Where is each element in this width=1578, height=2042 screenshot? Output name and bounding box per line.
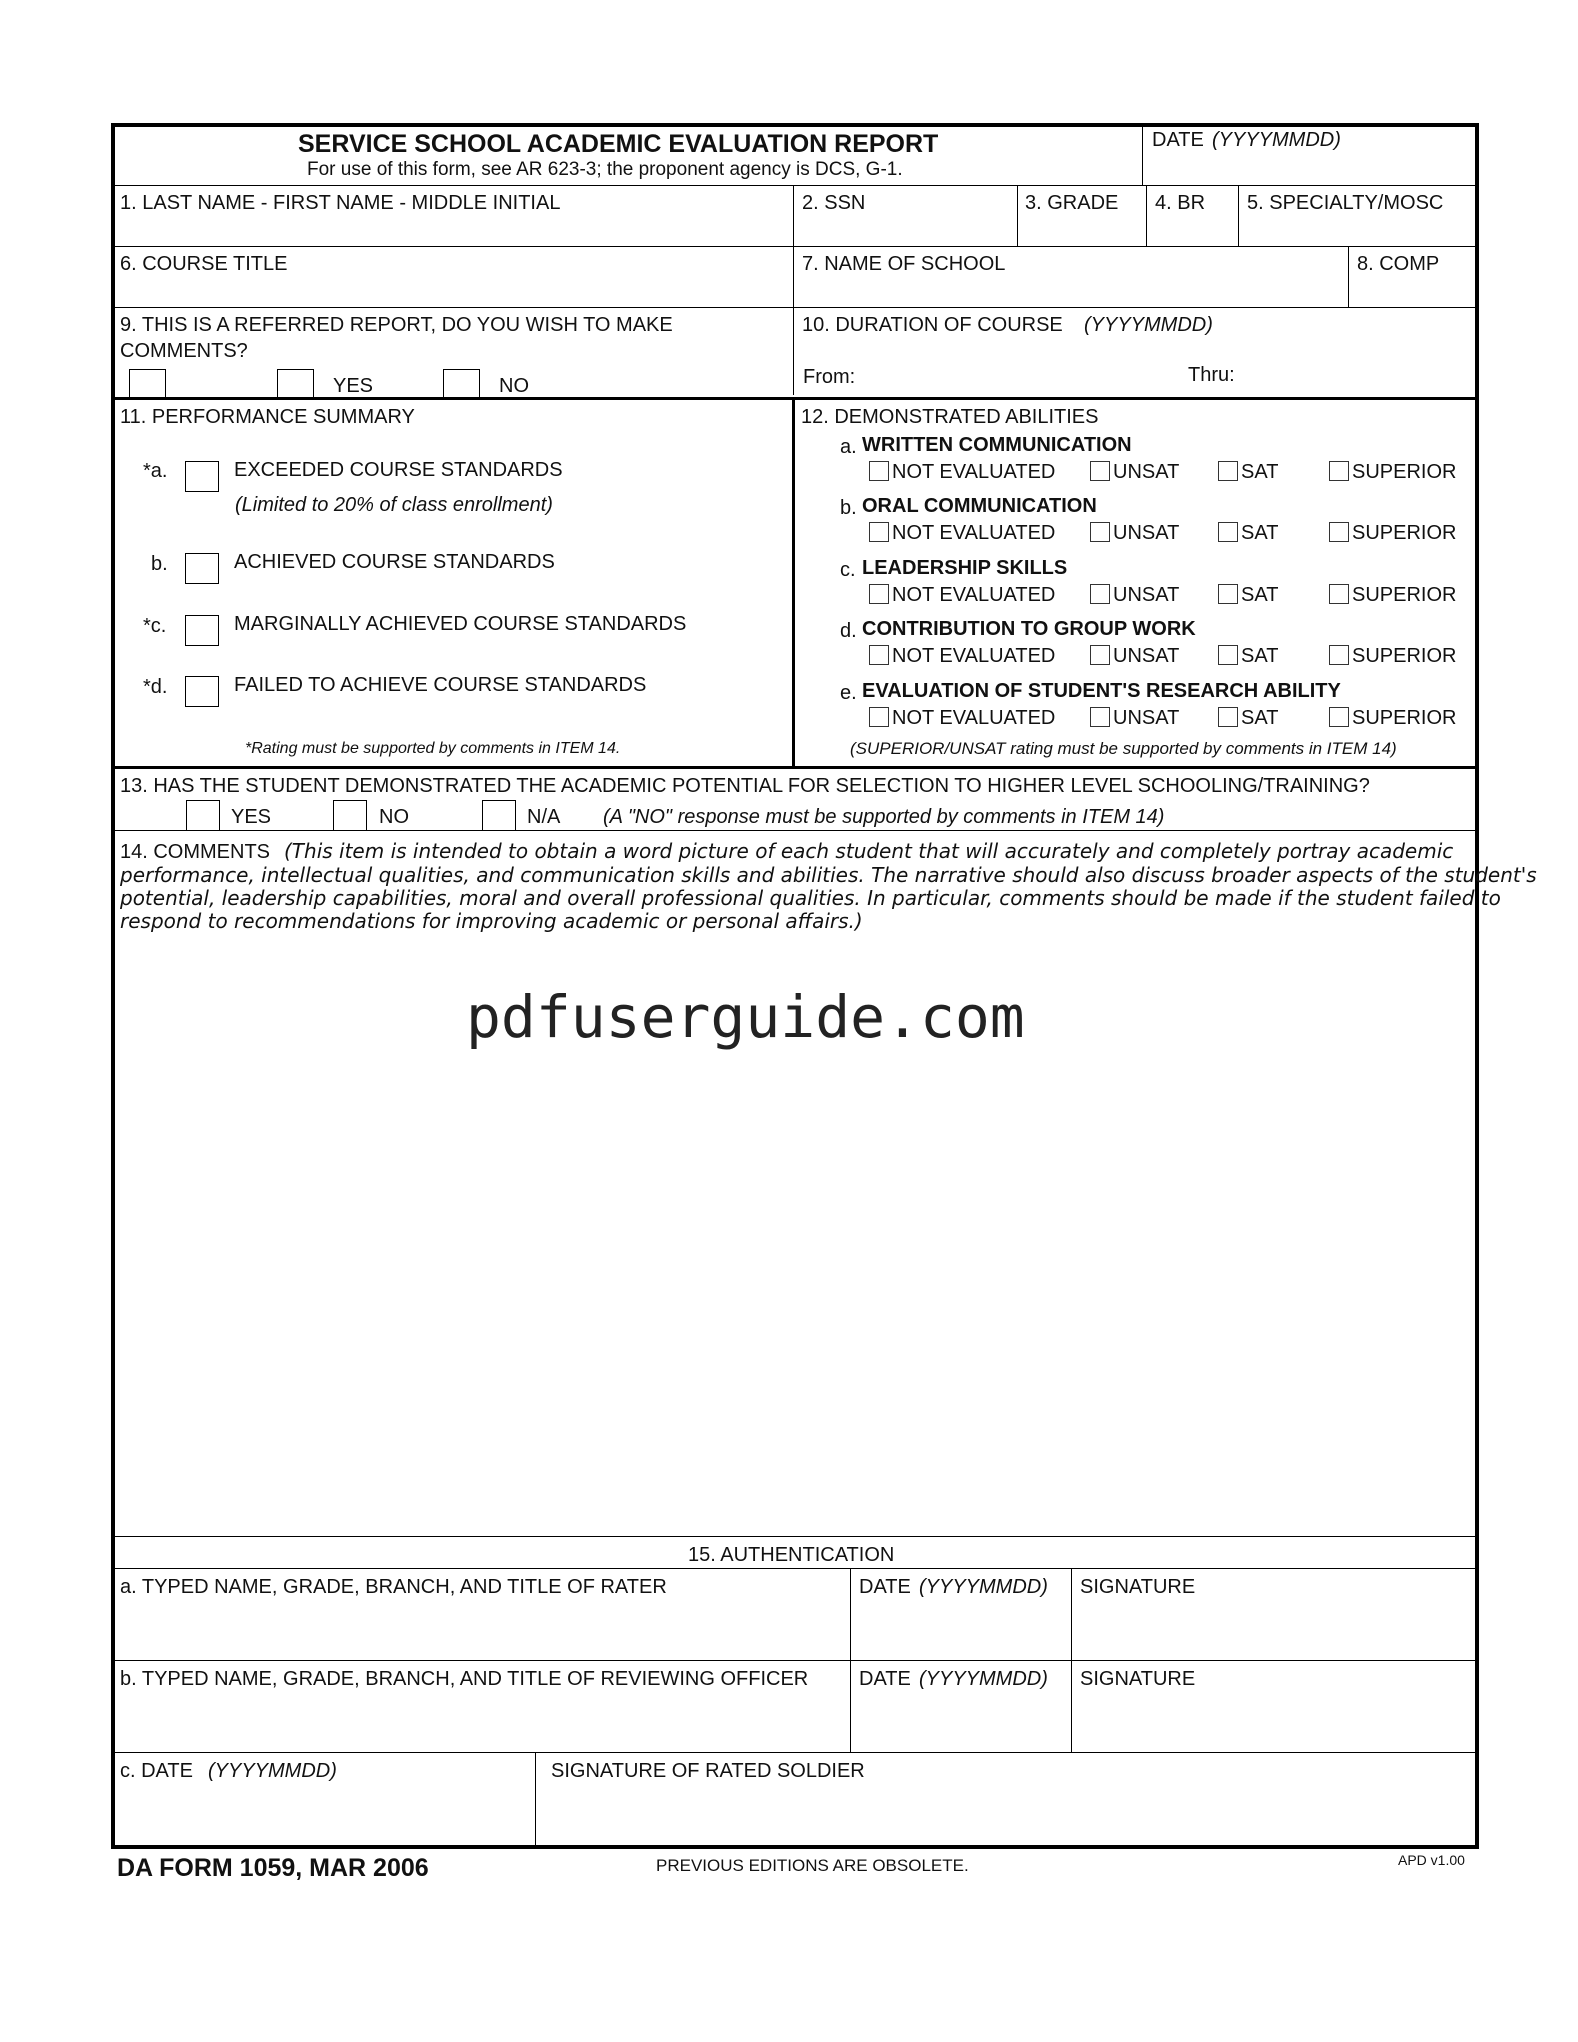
item10-format: (YYYYMMDD) [1084, 314, 1213, 336]
obsolete-note: PREVIOUS EDITIONS ARE OBSOLETE. [656, 1856, 969, 1875]
unsat-label: UNSAT [1113, 707, 1180, 729]
item9-blank-checkbox[interactable] [129, 369, 166, 397]
date-label: DATE [859, 1576, 911, 1598]
sat-label: SAT [1241, 707, 1279, 729]
form-title: SERVICE SCHOOL ACADEMIC EVALUATION REPORT [298, 130, 939, 158]
item13-note: (A "NO" response must be supported by comments in ITEM 14) [603, 806, 1165, 828]
watermark: pdfuserguide.com [466, 983, 1025, 1051]
sat-checkbox[interactable] [1218, 645, 1238, 665]
rule [111, 1752, 1479, 1753]
not-evaluated-checkbox[interactable] [869, 522, 889, 542]
item9-no-label: NO [499, 375, 529, 397]
item9-question-line2: COMMENTS? [120, 340, 248, 362]
sat-label: SAT [1241, 584, 1279, 606]
option-c-letter: *c. [143, 615, 167, 637]
sat-label: SAT [1241, 461, 1279, 483]
marginally-achieved-checkbox[interactable] [185, 615, 219, 646]
rule [111, 766, 1479, 769]
item14-instructions-line3: potential, leadership capabilities, moral and overall professional qualities. In particular, comments should be made if the student failed to [120, 886, 1501, 910]
not-evaluated-label: NOT EVALUATED [892, 584, 1056, 606]
rule [111, 185, 1479, 186]
ability-title: CONTRIBUTION TO GROUP WORK [862, 618, 1196, 640]
item13-yes-checkbox[interactable] [186, 800, 220, 831]
rule [793, 185, 794, 395]
ability-title: ORAL COMMUNICATION [862, 495, 1097, 517]
from-date-field[interactable]: From: [803, 366, 856, 388]
option-d-letter: *d. [143, 676, 168, 698]
date-format: (YYYYMMDD) [1212, 129, 1341, 151]
comp-field[interactable]: 8. COMP [1357, 253, 1440, 275]
ability-title: WRITTEN COMMUNICATION [862, 434, 1132, 456]
rater-date-field[interactable] [859, 1575, 1064, 1655]
limit-note: (Limited to 20% of class enrollment) [235, 494, 553, 516]
not-evaluated-checkbox[interactable] [869, 584, 889, 604]
unsat-checkbox[interactable] [1090, 522, 1110, 542]
date-label: c. DATE [120, 1760, 193, 1782]
rule [111, 1568, 1479, 1569]
item12-label: 12. DEMONSTRATED ABILITIES [801, 406, 1099, 428]
rule [111, 307, 1479, 308]
rater-name-field[interactable]: a. TYPED NAME, GRADE, BRANCH, AND TITLE OF RATER [120, 1576, 667, 1598]
unsat-checkbox[interactable] [1090, 707, 1110, 727]
option-b-text: ACHIEVED COURSE STANDARDS [234, 551, 555, 573]
item13-no-checkbox[interactable] [333, 800, 367, 831]
rule [1071, 1568, 1072, 1752]
last-name-field[interactable]: 1. LAST NAME - FIRST NAME - MIDDLE INITIAL [120, 192, 561, 214]
not-evaluated-checkbox[interactable] [869, 645, 889, 665]
item9-yes-checkbox[interactable] [277, 369, 314, 397]
authentication-title: 15. AUTHENTICATION [688, 1544, 895, 1566]
thru-date-field[interactable]: Thru: [1188, 364, 1235, 386]
ssn-field[interactable]: 2. SSN [802, 192, 866, 214]
option-c-text: MARGINALLY ACHIEVED COURSE STANDARDS [234, 613, 687, 635]
grade-field[interactable]: 3. GRADE [1025, 192, 1119, 214]
option-a-text: EXCEEDED COURSE STANDARDS [234, 459, 563, 481]
ability-letter: d. [840, 620, 857, 642]
item10-label: 10. DURATION OF COURSE [802, 314, 1063, 336]
soldier-date-field[interactable] [120, 1759, 520, 1839]
sat-label: SAT [1241, 522, 1279, 544]
sat-label: SAT [1241, 645, 1279, 667]
not-evaluated-checkbox[interactable] [869, 707, 889, 727]
item14-instructions-line1: (This item is intended to obtain a word picture of each student that will accurately and completely portray academic [284, 839, 1454, 863]
rule [1017, 185, 1018, 246]
date-format: (YYYYMMDD) [919, 1668, 1048, 1690]
rule [792, 397, 795, 767]
superior-label: SUPERIOR [1352, 584, 1457, 606]
date-label: DATE [859, 1668, 911, 1690]
unsat-label: UNSAT [1113, 461, 1180, 483]
superior-label: SUPERIOR [1352, 461, 1457, 483]
rule [1142, 123, 1143, 186]
failed-standards-checkbox[interactable] [185, 676, 219, 707]
rule [111, 246, 1479, 247]
unsat-label: UNSAT [1113, 645, 1180, 667]
rule [111, 830, 1479, 831]
unsat-checkbox[interactable] [1090, 584, 1110, 604]
sat-checkbox[interactable] [1218, 707, 1238, 727]
not-evaluated-label: NOT EVALUATED [892, 461, 1056, 483]
rule [535, 1752, 536, 1847]
item14-instructions-line4: respond to recommendations for improving academic or personal affairs.) [120, 909, 863, 933]
option-a-letter: *a. [143, 460, 168, 482]
achieved-standards-checkbox[interactable] [185, 553, 219, 584]
item11-label: 11. PERFORMANCE SUMMARY [120, 406, 415, 428]
rule [1238, 185, 1239, 246]
item9-no-checkbox[interactable] [443, 369, 480, 397]
br-field[interactable]: 4. BR [1155, 192, 1206, 214]
item13-question: 13. HAS THE STUDENT DEMONSTRATED THE ACADEMIC POTENTIAL FOR SELECTION TO HIGHER LEVEL SCHOOLING/TRAINING? [120, 775, 1370, 797]
date-format: (YYYYMMDD) [919, 1576, 1048, 1598]
unsat-checkbox[interactable] [1090, 461, 1110, 481]
rule [1146, 185, 1147, 246]
date-label: DATE [1152, 129, 1204, 151]
date-format: (YYYYMMDD) [208, 1760, 337, 1782]
exceeded-standards-checkbox[interactable] [185, 461, 219, 492]
sat-checkbox[interactable] [1218, 461, 1238, 481]
unsat-checkbox[interactable] [1090, 645, 1110, 665]
rule [1348, 246, 1349, 307]
not-evaluated-label: NOT EVALUATED [892, 645, 1056, 667]
superior-checkbox[interactable] [1329, 645, 1349, 665]
sat-checkbox[interactable] [1218, 584, 1238, 604]
option-b-letter: b. [151, 553, 168, 575]
rule [111, 397, 1479, 400]
rule [111, 1536, 1479, 1537]
superior-label: SUPERIOR [1352, 522, 1457, 544]
item11-footnote: *Rating must be supported by comments in ITEM 14. [245, 740, 621, 757]
ability-letter: e. [840, 682, 857, 704]
superior-checkbox[interactable] [1329, 522, 1349, 542]
specialty-field[interactable]: 5. SPECIALTY/MOSC [1247, 192, 1444, 214]
item14-label: 14. COMMENTS [120, 841, 271, 863]
soldier-signature-field[interactable]: SIGNATURE OF RATED SOLDIER [551, 1760, 865, 1782]
item12-footnote: (SUPERIOR/UNSAT rating must be supported by comments in ITEM 14) [850, 739, 1397, 758]
item14-instructions-line2: performance, intellectual qualities, and communication skills and abilities. The narrative should also discuss broader aspects of the student's [120, 863, 1537, 887]
reviewer-signature-field[interactable]: SIGNATURE [1080, 1668, 1196, 1690]
form-subtitle: For use of this form, see AR 623-3; the proponent agency is DCS, G-1. [307, 159, 903, 180]
rule [850, 1568, 851, 1752]
superior-label: SUPERIOR [1352, 645, 1457, 667]
ability-letter: c. [840, 559, 856, 581]
form-id: DA FORM 1059, MAR 2006 [117, 1854, 429, 1882]
version: APD v1.00 [1398, 1852, 1465, 1868]
superior-checkbox[interactable] [1329, 584, 1349, 604]
not-evaluated-checkbox[interactable] [869, 461, 889, 481]
unsat-label: UNSAT [1113, 584, 1180, 606]
superior-checkbox[interactable] [1329, 461, 1349, 481]
school-name-field[interactable]: 7. NAME OF SCHOOL [802, 253, 1006, 275]
option-d-text: FAILED TO ACHIEVE COURSE STANDARDS [234, 674, 647, 696]
item13-na-label: N/A [527, 806, 561, 828]
ability-letter: b. [840, 497, 857, 519]
not-evaluated-label: NOT EVALUATED [892, 522, 1056, 544]
report-date-field[interactable] [1152, 128, 1472, 183]
item13-na-checkbox[interactable] [482, 800, 516, 831]
ability-title: LEADERSHIP SKILLS [862, 557, 1068, 579]
rater-signature-field[interactable]: SIGNATURE [1080, 1576, 1196, 1598]
sat-checkbox[interactable] [1218, 522, 1238, 542]
item9-question-line1: 9. THIS IS A REFERRED REPORT, DO YOU WISH TO MAKE [120, 314, 673, 336]
unsat-label: UNSAT [1113, 522, 1180, 544]
item13-no-label: NO [379, 806, 409, 828]
ability-letter: a. [840, 436, 857, 458]
not-evaluated-label: NOT EVALUATED [892, 707, 1056, 729]
ability-title: EVALUATION OF STUDENT'S RESEARCH ABILITY [862, 680, 1341, 702]
superior-checkbox[interactable] [1329, 707, 1349, 727]
course-title-field[interactable]: 6. COURSE TITLE [120, 253, 288, 275]
item9-yes-label: YES [333, 375, 374, 397]
reviewer-date-field[interactable] [859, 1667, 1064, 1747]
rule [111, 1660, 1479, 1661]
superior-label: SUPERIOR [1352, 707, 1457, 729]
item13-yes-label: YES [231, 806, 272, 828]
reviewer-name-field[interactable]: b. TYPED NAME, GRADE, BRANCH, AND TITLE OF REVIEWING OFFICER [120, 1668, 809, 1690]
